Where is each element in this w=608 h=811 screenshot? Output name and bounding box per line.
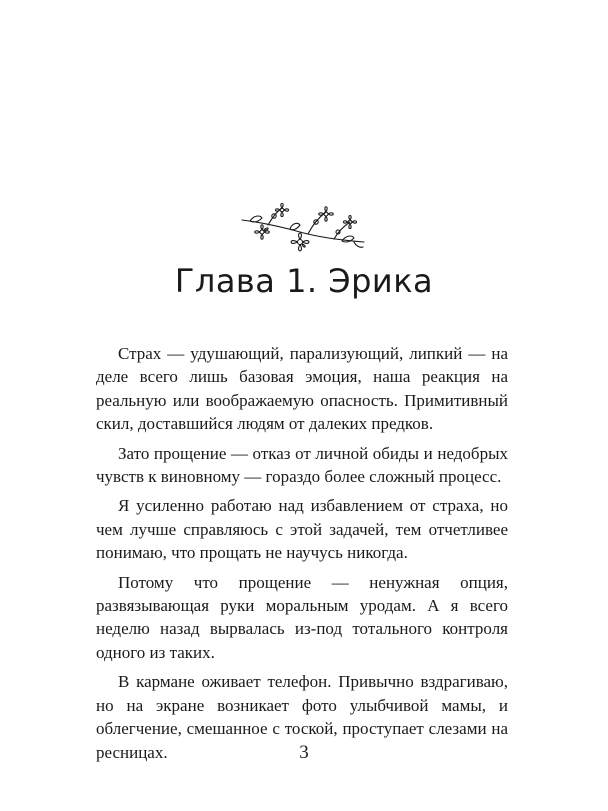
paragraph: В кармане оживает телефон. Привычно вздрагиваю, но на экране возникает фото улыбчивой мамы, и облегчение, смешанное с тоской, проступает слезами на ресницах. (96, 672, 508, 762)
paragraph: Страх — удушающий, парализующий, липкий — на деле всего лишь базовая эмоция, наша реакция на реальную или воображаемую опасность. Примитивный скил, доставшийся людям от далеких предков. (96, 344, 508, 434)
paragraph: Потому что прощение — ненужная опция, развязывающая руки моральным уродам. А я всего неделю назад вырвалась из-под тотального контроля одного из таких. (96, 572, 508, 662)
chapter-title: Глава 1. Эрика (174, 262, 434, 300)
page-number: 3 (299, 742, 309, 763)
paragraph: Зато прощение — отказ от личной обиды и недобрых чувств к виновному — гораздо более сложный процесс. (96, 443, 508, 487)
paragraph: Я усиленно работаю над избавлением от страха, но чем лучше справляюсь с этой задачей, тем отчетливее понимаю, что прощать не научусь никогда. (96, 496, 508, 563)
cherry-blossom-branch-icon (238, 196, 368, 258)
chapter-text (96, 342, 508, 770)
